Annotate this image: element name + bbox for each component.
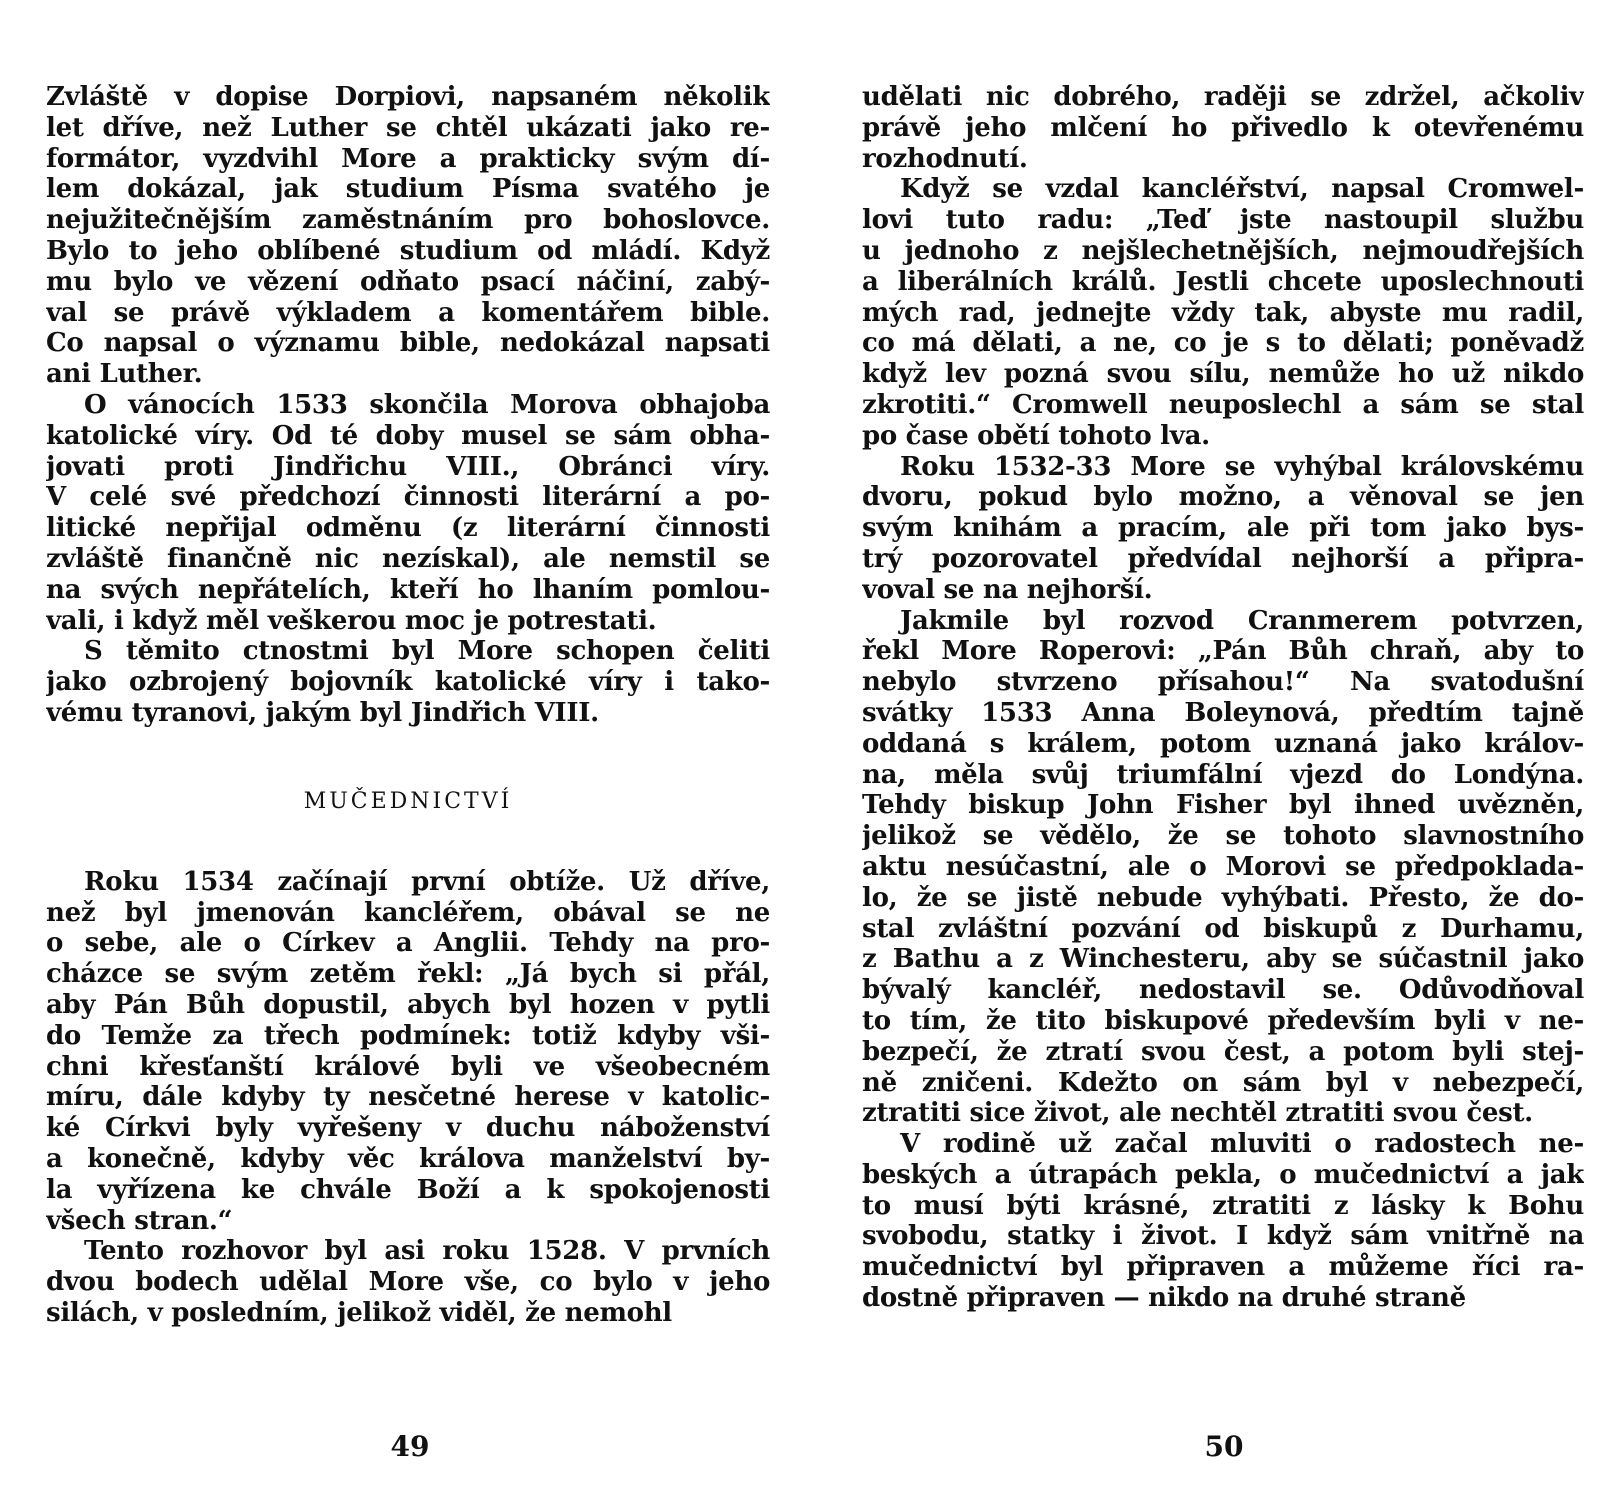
text-line: míru, dále kdyby ty nesčetné herese v katolic-: [46, 1082, 770, 1113]
text-line: Tehdy biskup John Fisher byl ihned uvězněn,: [862, 790, 1584, 821]
text-line: řekl More Roperovi: „Pán Bůh chraň, aby to: [862, 636, 1584, 667]
text-line: Když se vzdal kancléřství, napsal Cromwel-: [900, 174, 1584, 205]
text-line: když lev pozná svou sílu, nemůže ho už nikdo: [862, 359, 1584, 390]
text-line: svým knihám a pracím, ale při tom jako bys-: [862, 513, 1584, 544]
text-line: na svých nepřátelích, kteří ho lhaním pomlou-: [46, 574, 770, 605]
text-line: svátky 1533 Anna Boleynová, předtím tajně: [862, 697, 1584, 728]
text-line: stal zvláštní pozvání od biskupů z Durhamu,: [862, 913, 1584, 944]
text-line: nebylo stvrzeno přísahou!“ Na svatodušní: [862, 667, 1584, 698]
text-line: Zvláště v dopise Dorpiovi, napsaném několik: [46, 82, 770, 112]
page-number-right: 50: [1204, 1430, 1244, 1463]
text-line: Tento rozhovor byl asi roku 1528. V prvních: [84, 1236, 770, 1267]
text-line: Roku 1534 začínají první obtíže. Už dříve,: [84, 866, 770, 897]
text-line: ztratiti sice život, ale nechtěl ztratiti svou čest.: [862, 1098, 1533, 1129]
text-line: a konečně, kdyby věc králova manželství by-: [46, 1143, 770, 1174]
text-line: ně zničeni. Kdežto on sám byl v nebezpečí,: [862, 1067, 1584, 1098]
text-line: aby Pán Bůh dopustil, abych byl hozen v pytli: [46, 989, 770, 1020]
text-line: mučednictví byl připraven a můžeme říci ra-: [862, 1252, 1584, 1283]
text-line: a liberálních králů. Jestli chcete uposlechnouti: [862, 266, 1584, 297]
paragraph: [46, 1236, 770, 1328]
text-line: let dříve, než Luther se chtěl ukázati jako re-: [46, 112, 770, 143]
text-line: la vyřízena ke chvále Boží a k spokojenosti: [46, 1174, 770, 1205]
text-line: rozhodnutí.: [862, 143, 1028, 174]
page-number-left: 49: [390, 1430, 430, 1463]
text-line: beských a útrapách pekla, o mučednictví a jak: [862, 1159, 1584, 1190]
text-line: lem dokázal, jak studium Písma svatého je: [46, 174, 770, 205]
text-line: O vánocích 1533 skončila Morova obhajoba: [84, 389, 770, 420]
text-line: než byl jmenován kancléřem, obával se ne: [46, 897, 770, 928]
text-line: svobodu, statky i život. I když sám vnitřně na: [862, 1221, 1584, 1252]
text-line: Bylo to jeho oblíbené studium od mládí. Když: [46, 235, 770, 266]
right-page: [862, 82, 1584, 1314]
paragraph: [862, 174, 1584, 451]
text-line: litické nepřijal odměnu (z literární činnosti: [46, 513, 770, 544]
text-line: udělati nic dobrého, raději se zdržel, ačkoliv: [862, 82, 1584, 112]
text-line: zkrotiti.“ Cromwell neuposlechl a sám se stal: [862, 389, 1584, 420]
text-line: po čase obětí tohoto lva.: [862, 420, 1210, 451]
text-line: nejužitečnějším zaměstnáním pro bohoslovce.: [46, 205, 770, 236]
paragraph: [46, 390, 770, 636]
text-line: co má dělati, a ne, co je s to dělati; poněvadž: [862, 328, 1584, 359]
text-line: aktu nesúčastní, ale o Morovi se předpoklada-: [862, 851, 1584, 882]
text-line: V rodině už začal mluviti o radostech ne-: [900, 1129, 1584, 1160]
text-line: vému tyranovi, jakým byl Jindřich VIII.: [46, 697, 599, 728]
text-line: jelikož se vědělo, že se tohoto slavnostního: [862, 821, 1584, 852]
text-line: mých rad, jednejte vždy tak, abyste mu radil,: [862, 297, 1584, 328]
text-line: lovi tuto radu: „Teď jste nastoupil službu: [862, 205, 1584, 236]
text-line: bývalý kancléř, nedostavil se. Odůvodňoval: [862, 975, 1584, 1006]
text-line: voval se na nejhorší.: [862, 574, 1153, 605]
right-text: [862, 82, 1584, 1314]
text-line: S těmito ctnostmi byl More schopen čeliti: [84, 636, 770, 667]
text-line: ké Církvi byly vyřešeny v duchu náboženství: [46, 1113, 770, 1144]
text-line: jovati proti Jindřichu VIII., Obránci víry.: [46, 451, 770, 482]
text-line: to tím, že tito biskupové především byli v ne-: [862, 1005, 1584, 1036]
left-text-after-heading: [46, 867, 770, 1329]
paragraph: [46, 636, 770, 728]
text-line: jako ozbrojený bojovník katolické víry i tako-: [46, 667, 770, 698]
text-line: lo, že se jistě nebude vyhýbati. Přesto, že do-: [862, 882, 1584, 913]
text-line: zvláště finančně nic nezískal), ale nemstil se: [46, 543, 770, 574]
text-line: chni křesťanští králové byli ve všeobecném: [46, 1051, 770, 1082]
text-line: ani Luther.: [46, 359, 203, 390]
paragraph: [46, 867, 770, 1237]
text-line: silách, v posledním, jelikož viděl, že nemohl: [46, 1297, 672, 1328]
text-line: z Bathu a z Winchesteru, aby se súčastnil jako: [862, 944, 1584, 975]
text-line: to musí býti krásné, ztratiti z lásky k Bohu: [862, 1190, 1584, 1221]
text-line: oddaná s králem, potom uznaná jako králov-: [862, 728, 1584, 759]
text-line: bezpečí, že ztratí svou čest, a potom byli stej-: [862, 1036, 1584, 1067]
text-line: mu bylo ve vězení odňato psací náčiní, zabý-: [46, 266, 770, 297]
text-line: cházce se svým zetěm řekl: „Já bych si přál,: [46, 959, 770, 990]
text-line: právě jeho mlčení ho přivedlo k otevřenému: [862, 112, 1584, 143]
text-line: Co napsal o významu bible, nedokázal napsati: [46, 328, 770, 359]
paragraph: [46, 82, 770, 390]
left-page: [46, 82, 770, 1329]
text-line: vali, i když měl veškerou moc je potrestati.: [46, 605, 657, 636]
text-line: do Temže za třech podmínek: totiž kdyby vši-: [46, 1020, 770, 1051]
text-line: V celé své předchozí činnosti literární a po-: [46, 482, 770, 513]
paragraph: [862, 606, 1584, 1130]
paragraph: [862, 82, 1584, 174]
text-line: u jednoho z nejšlechetnějších, nejmoudřejších: [862, 235, 1584, 266]
paragraph: [862, 1129, 1584, 1314]
text-line: Jakmile byl rozvod Cranmerem potvrzen,: [900, 605, 1584, 636]
text-line: dostně připraven — nikdo na druhé straně: [862, 1283, 1466, 1314]
text-line: na, měla svůj triumfální vjezd do Londýna.: [862, 759, 1584, 790]
text-line: formátor, vyzdvihl More a prakticky svým dí-: [46, 143, 770, 174]
left-text-before-heading: [46, 82, 770, 729]
paragraph: [862, 452, 1584, 606]
text-line: o sebe, ale o Církev a Anglii. Tehdy na pro-: [46, 928, 770, 959]
text-line: val se právě výkladem a komentářem bible.: [46, 297, 770, 328]
section-heading: MUČEDNICTVÍ: [303, 788, 513, 814]
text-line: Roku 1532-33 More se vyhýbal královskému: [900, 451, 1584, 482]
text-line: dvoru, pokud bylo možno, a věnoval se jen: [862, 482, 1584, 513]
text-line: dvou bodech udělal More vše, co bylo v jeho: [46, 1267, 770, 1298]
text-line: trý pozorovatel předvídal nejhorší a připra-: [862, 543, 1584, 574]
text-line: katolické víry. Od té doby musel se sám obha-: [46, 420, 770, 451]
text-line: všech stran.“: [46, 1205, 233, 1236]
